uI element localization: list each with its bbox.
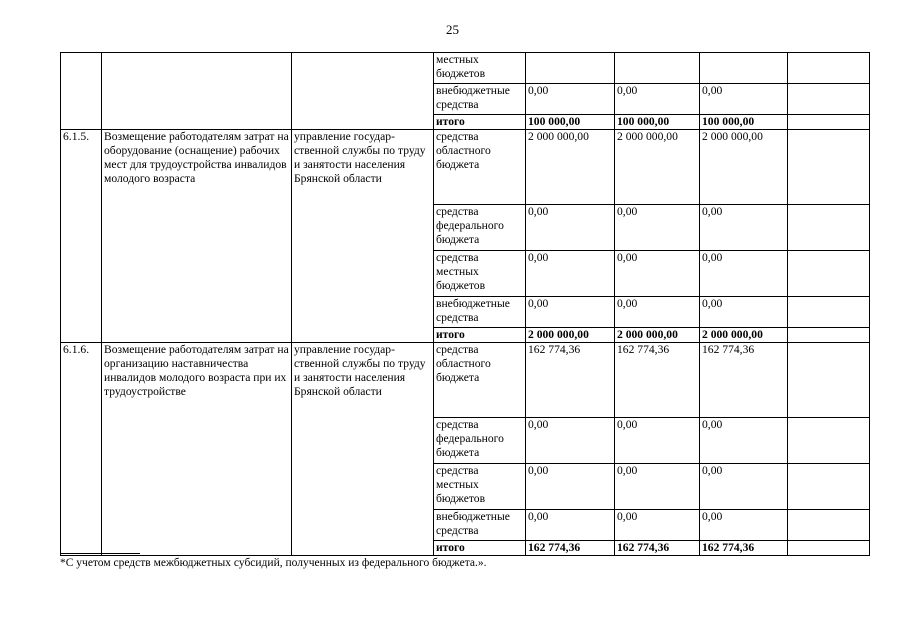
empty-cell [788,297,870,328]
value-year-3: 0,00 [700,297,788,328]
source-cell: внебюджетные средства [434,510,526,541]
empty-cell [788,541,870,556]
budget-table [60,52,870,556]
source-cell: средства областного бюджета [434,343,526,418]
value-year-1: 0,00 [526,464,615,510]
source-cell: итого [434,541,526,556]
value-year-1: 0,00 [526,205,615,251]
value-year-3: 100 000,00 [700,115,788,130]
value-year-2: 0,00 [615,251,700,297]
source-cell: средства областного бюджета [434,130,526,205]
value-year-3: 0,00 [700,510,788,541]
empty-cell [788,84,870,115]
table-row [61,130,870,205]
value-year-3: 0,00 [700,205,788,251]
value-year-1: 2 000 000,00 [526,130,615,205]
value-year-1: 0,00 [526,251,615,297]
value-year-1: 162 774,36 [526,343,615,418]
item-organization: управление государ-ственной службы по труду и занятости населения Брянской области [292,343,434,556]
source-cell: местных бюджетов [434,53,526,84]
value-year-1: 100 000,00 [526,115,615,130]
empty-cell [788,418,870,464]
value-year-2: 0,00 [615,464,700,510]
value-year-3 [700,53,788,84]
value-year-1 [526,53,615,84]
empty-cell [788,343,870,418]
value-year-2: 0,00 [615,84,700,115]
value-year-3: 0,00 [700,418,788,464]
empty-cell [788,53,870,84]
value-year-3: 162 774,36 [700,541,788,556]
source-cell: внебюджетные средства [434,297,526,328]
organization-cell [292,53,434,130]
value-year-1: 0,00 [526,418,615,464]
value-year-2: 0,00 [615,205,700,251]
empty-cell [788,205,870,251]
value-year-3: 0,00 [700,251,788,297]
empty-cell [788,510,870,541]
empty-cell [788,130,870,205]
source-cell: средства федерального бюджета [434,205,526,251]
value-year-2: 100 000,00 [615,115,700,130]
item-name: Возмещение работодателям затрат на оборудование (оснащение) рабочих мест для трудоустройства инвалидов молодого возраста [102,130,292,343]
source-cell: средства местных бюджетов [434,464,526,510]
empty-cell [788,328,870,343]
number-cell [61,53,102,130]
value-year-1: 0,00 [526,510,615,541]
item-name: Возмещение работодателям затрат на организацию наставничества инвалидов молодого возраста при их трудоустройстве [102,343,292,556]
table-row [61,53,870,84]
value-year-1: 162 774,36 [526,541,615,556]
footnote-divider [60,553,140,554]
source-cell: внебюджетные средства [434,84,526,115]
value-year-1: 0,00 [526,84,615,115]
value-year-3: 162 774,36 [700,343,788,418]
empty-cell [788,251,870,297]
value-year-2: 0,00 [615,418,700,464]
item-number: 6.1.6. [61,343,102,556]
value-year-2: 2 000 000,00 [615,130,700,205]
value-year-3: 0,00 [700,464,788,510]
value-year-3: 0,00 [700,84,788,115]
page-number: 25 [446,22,459,37]
empty-cell [788,115,870,130]
name-cell [102,53,292,130]
item-number: 6.1.5. [61,130,102,343]
value-year-3: 2 000 000,00 [700,130,788,205]
empty-cell [788,464,870,510]
value-year-2: 162 774,36 [615,541,700,556]
value-year-1: 0,00 [526,297,615,328]
value-year-3: 2 000 000,00 [700,328,788,343]
table-row [61,343,870,418]
item-organization: управление государ-ственной службы по труду и занятости населения Брянской области [292,130,434,343]
source-cell: итого [434,115,526,130]
value-year-2 [615,53,700,84]
footnote: *С учетом средств межбюджетных субсидий, полученных из федерального бюджета.». [60,557,487,569]
value-year-2: 162 774,36 [615,343,700,418]
value-year-1: 2 000 000,00 [526,328,615,343]
source-cell: средства местных бюджетов [434,251,526,297]
source-cell: итого [434,328,526,343]
source-cell: средства федерального бюджета [434,418,526,464]
value-year-2: 0,00 [615,510,700,541]
value-year-2: 2 000 000,00 [615,328,700,343]
value-year-2: 0,00 [615,297,700,328]
